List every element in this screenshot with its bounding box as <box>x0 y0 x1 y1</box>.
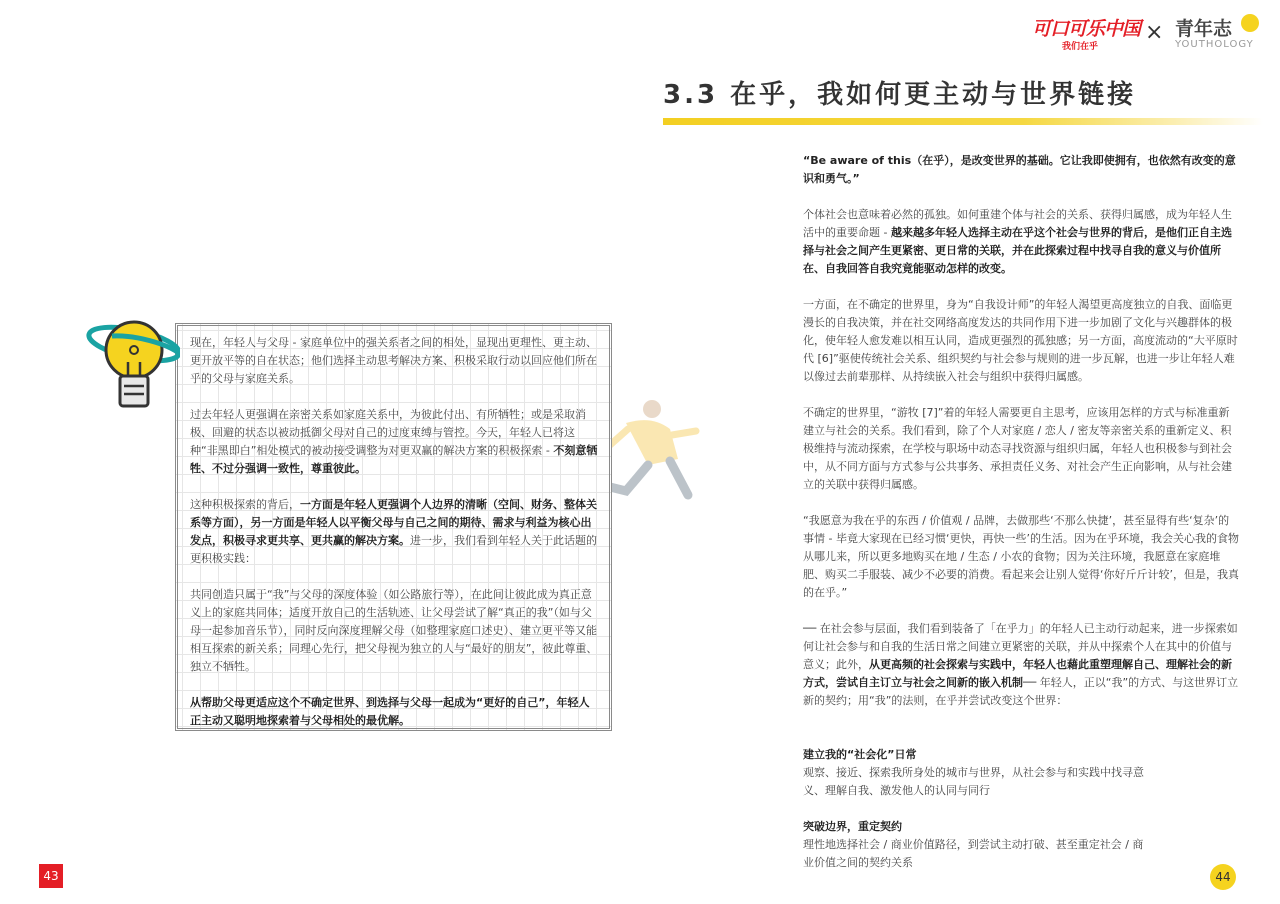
page-number-right: 44 <box>1210 864 1236 890</box>
section-title: 3.3 在乎，我如何更主动与世界链接 <box>663 80 1137 110</box>
box-paragraph-5-bold: 从帮助父母更适应这个不确定世界、到选择与父母一起成为“更好的自己”，年轻人正主动又聪明地探索着与父母相处的最优解。 <box>190 696 590 727</box>
subsection-1-text: 观察、接近、探索我所身处的城市与世界，从社会参与和实践中找寻意义、理解自我、激发他人的认同与同行 <box>803 766 1144 797</box>
page-number-left: 43 <box>39 864 63 888</box>
box-paragraph-5 <box>190 694 600 730</box>
youthology-logo-cn: 青年志 <box>1175 18 1233 40</box>
paragraph-2: 一方面，在不确定的世界里，身为“自我设计师”的年轻人渴望更高度独立的自我、面临更漫长的自我决策，并在社交网络高度发达的共同作用下进一步加剧了文化与兴趣群体的极化，使年轻人愈发难以相互认同，造成更强烈的孤独感；另一方面，高度流动的“大平原时代 [6]”驱使传统社会关系、组织契约与社会参与规则的进一步瓦解，也进一步让年轻人难以像过去前辈那样、从持续嵌入社会与组织中获得归属感。 <box>803 298 1238 383</box>
running-person-illustration <box>596 395 704 507</box>
coca-cola-logo-text: 可口可乐中国 <box>1032 18 1141 40</box>
paragraph-5-bold: 从更高频的社会探索与实践中，年轻人也藉此重塑理解自己、理解社会的新方式，尝试自主订立与社会之间新的嵌入机制 <box>803 658 1232 689</box>
yellow-dot-icon <box>1241 14 1259 32</box>
lead-quote: “Be aware of this（在乎），是改变世界的基础。它让我即使拥有，也依然有改变的意识和勇气。” <box>803 154 1236 185</box>
paragraph-4-quote: “我愿意为我在乎的东西 / 价值观 / 品牌，去做那些‘不那么快捷’，甚至显得有些‘复杂’的事情 - 毕竟大家现在已经习惯‘更快，再快一些’的生活。因为在乎环境，我会关心我的食物从哪儿来，所以更多地购买在地 / 生态 / 小农的食物；因为关注环境，我愿意在家庭堆肥、购买二手服装、减少不必要的消费。看起来会让别人觉得‘你好斤斤计较’，但是，我真的在乎。” <box>803 514 1239 599</box>
box-paragraph-3-post: 进一步，我们看到年轻人关于此话题的更积极实践： <box>190 534 597 565</box>
paragraph-1-bold: 越来越多年轻人选择主动在乎这个社会与世界的背后，是他们正自主选择与社会之间产生更紧密、更日常的关联，并在此探索过程中找寻自我的意义与价值所在、自我回答自我究竟能驱动怎样的改变。 <box>803 226 1232 275</box>
box-paragraph-2-bold: 不刻意牺牲、不过分强调一致性，尊重彼此。 <box>190 444 598 475</box>
paragraph-5-text-b: ── 年轻人，正以“我”的方式、与这世界订立新的契约；用“我”的法则，在乎并尝试改变这个世界： <box>803 676 1239 707</box>
lightbulb-icon <box>84 314 180 414</box>
box-paragraph-3-pre: 这种积极探索的背后， <box>190 498 300 511</box>
box-paragraph-1: 现在，年轻人与父母 - 家庭单位中的强关系者之间的相处，显现出更理性、更主动、更开放平等的自在状态；他们选择主动思考解决方案、积极采取行动以回应他们所在乎的父母与家庭关系。 <box>190 336 597 385</box>
box-paragraph-2-text: 过去年轻人更强调在亲密关系如家庭关系中，为彼此付出、有所牺牲；或是采取消极、回避的状态以被动抵御父母对自己的过度束缚与管控。今天，年轻人已将这种“非黑即白”相处模式的被动接受调整为对更双赢的解决方案的积极探索 - <box>190 408 586 457</box>
box-paragraph-3-bold: 一方面是年轻人更强调个人边界的清晰（空间、财务、整体关系等方面），另一方面是年轻人以平衡父母与自己之间的期待、需求与利益为核心出发点，积极寻求更共享、更共赢的解决方案。 <box>190 498 597 547</box>
paragraph-1 <box>803 206 1239 278</box>
youthology-logo-en: YOUTHOLOGY <box>1175 39 1254 50</box>
subsection-2-text: 理性地选择社会 / 商业价值路径，到尝试主动打破、甚至重定社会 / 商业价值之间的契约关系 <box>803 838 1144 869</box>
paragraph-3: 不确定的世界里，“游牧 [7]”着的年轻人需要更自主思考，应该用怎样的方式与标准重新建立与社会的关系。我们看到，除了个人对家庭 / 恋人 / 密友等亲密关系的重新定义、积极维持与流动探索，在学校与职场中动态寻找资源与组织归属，年轻人也积极参与到社会中，从不同方面与方式参与公共事务、承担责任义务、对社会产生正向影响，从与社会建立的关联中获得归属感。 <box>803 406 1232 491</box>
paragraph-5 <box>803 620 1239 710</box>
subsection-1-title: 建立我的“社会化”日常 <box>803 748 917 761</box>
box-paragraph-4: 共同创造只属于“我”与父母的深度体验（如公路旅行等），在此间让彼此成为真正意义上的家庭共同体；适度开放自己的生活轨迹、让父母尝试了解“真正的我”（如与父母一起参加音乐节），同时反向深度理解父母（如整理家庭口述史）、建立更平等又能相互探索的新关系；同理心先行，把父母视为独立的人与“最好的朋友”，彼此尊重、独立不牺牲。 <box>190 588 598 673</box>
right-column-text <box>803 152 1239 872</box>
coca-cola-logo-subtext: 我们在乎 <box>1062 42 1099 52</box>
box-text <box>190 334 600 748</box>
title-underline-bar <box>663 118 1263 125</box>
coca-cola-china-logo <box>1032 14 1141 52</box>
family-relations-box <box>175 323 612 731</box>
paragraph-5-text-a: ── 在社会参与层面，我们看到装备了「在乎力」的年轻人已主动行动起来，进一步探索如何让社会参与和自我的生活日常之间建立更紧密的关联，并从中探索个人在其中的价值与意义；此外， <box>803 622 1238 671</box>
box-paragraph-2 <box>190 406 600 478</box>
paragraph-1-text: 个体社会也意味着必然的孤独。如何重建个体与社会的关系、获得归属感，成为年轻人生活中的重要命题 - <box>803 208 1232 239</box>
subsection-2-title: 突破边界，重定契约 <box>803 820 902 833</box>
collab-times-icon: × <box>1145 20 1164 45</box>
box-paragraph-3 <box>190 496 600 568</box>
